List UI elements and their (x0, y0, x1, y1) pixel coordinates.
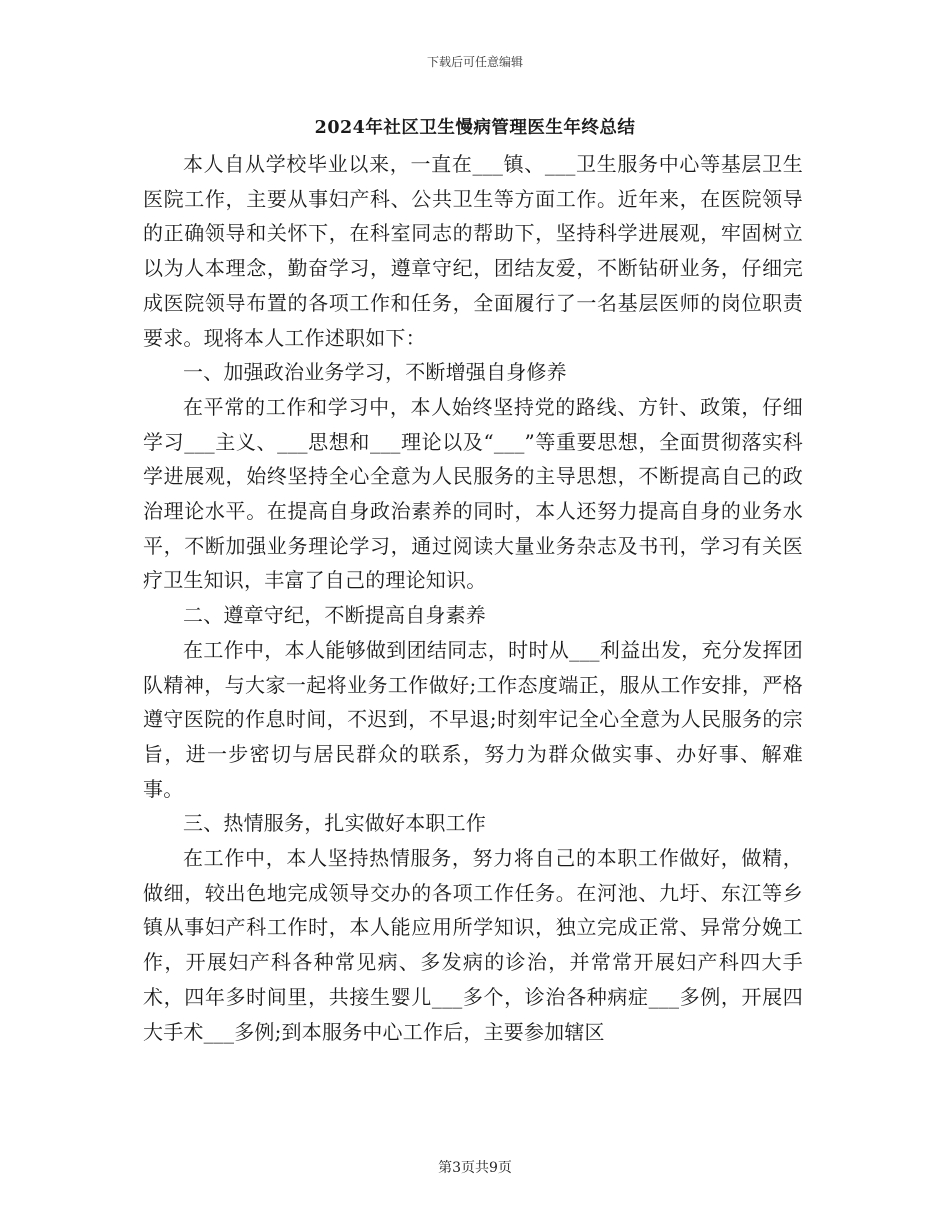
section-paragraph-2: 在工作中，本人能够做到团结同志，时时从___利益出发，充分发挥团队精神，与大家一起将业务工作做好;工作态度端正，服从工作安排，严格遵守医院的作息时间，不迟到，不早退;时刻牢记全心全意为人民服务的宗旨，进一步密切与居民群众的联系，努力为群众做实事、办好事、解难事。 (143, 637, 803, 801)
header-note: 下载后可任意编辑 (426, 55, 523, 69)
document-body (143, 147, 803, 1049)
section-heading-2: 二、遵章守纪，不断提高自身素养 (183, 603, 486, 628)
page-number: 第3页共9页 (438, 1160, 512, 1176)
section-heading-3: 三、热情服务，扎实做好本职工作 (183, 811, 486, 836)
section-heading-1: 一、加强政治业务学习，不断增强自身修养 (183, 360, 567, 385)
section-paragraph-3: 在工作中，本人坚持热情服务，努力将自己的本职工作做好，做精，做细，较出色地完成领导交办的各项工作任务。在河池、九圩、东江等乡镇从事妇产科工作时，本人能应用所学知识，独立完成正常、异常分娩工作，开展妇产科各种常见病、多发病的诊治，并常常开展妇产科四大手术，四年多时间里，共接生婴儿___多个，诊治各种病症___多例，开展四大手术___多例;到本服务中心工作后，主要参加辖区 (143, 846, 803, 1044)
intro-paragraph: 本人自从学校毕业以来，一直在___镇、___卫生服务中心等基层卫生医院工作，主要从事妇产科、公共卫生等方面工作。近年来，在医院领导的正确领导和关怀下，在科室同志的帮助下，坚持科学进展观，牢固树立以为人本理念，勤奋学习，遵章守纪，团结友爱，不断钻研业务，仔细完成医院领导布置的各项工作和任务，全面履行了一名基层医师的岗位职责要求。现将本人工作述职如下： (143, 152, 803, 350)
section-paragraph-1: 在平常的工作和学习中，本人始终坚持党的路线、方针、政策，仔细学习___主义、___思想和___理论以及“___”等重要思想，全面贯彻落实科学进展观，始终坚持全心全意为人民服务的主导思想，不断提高自己的政治理论水平。在提高自身政治素养的同时，本人还努力提高自身的业务水平，不断加强业务理论学习，通过阅读大量业务杂志及书刊，学习有关医疗卫生知识，丰富了自己的理论知识。 (143, 394, 803, 593)
document-title: 2024年社区卫生慢病管理医生年终总结 (314, 118, 636, 138)
